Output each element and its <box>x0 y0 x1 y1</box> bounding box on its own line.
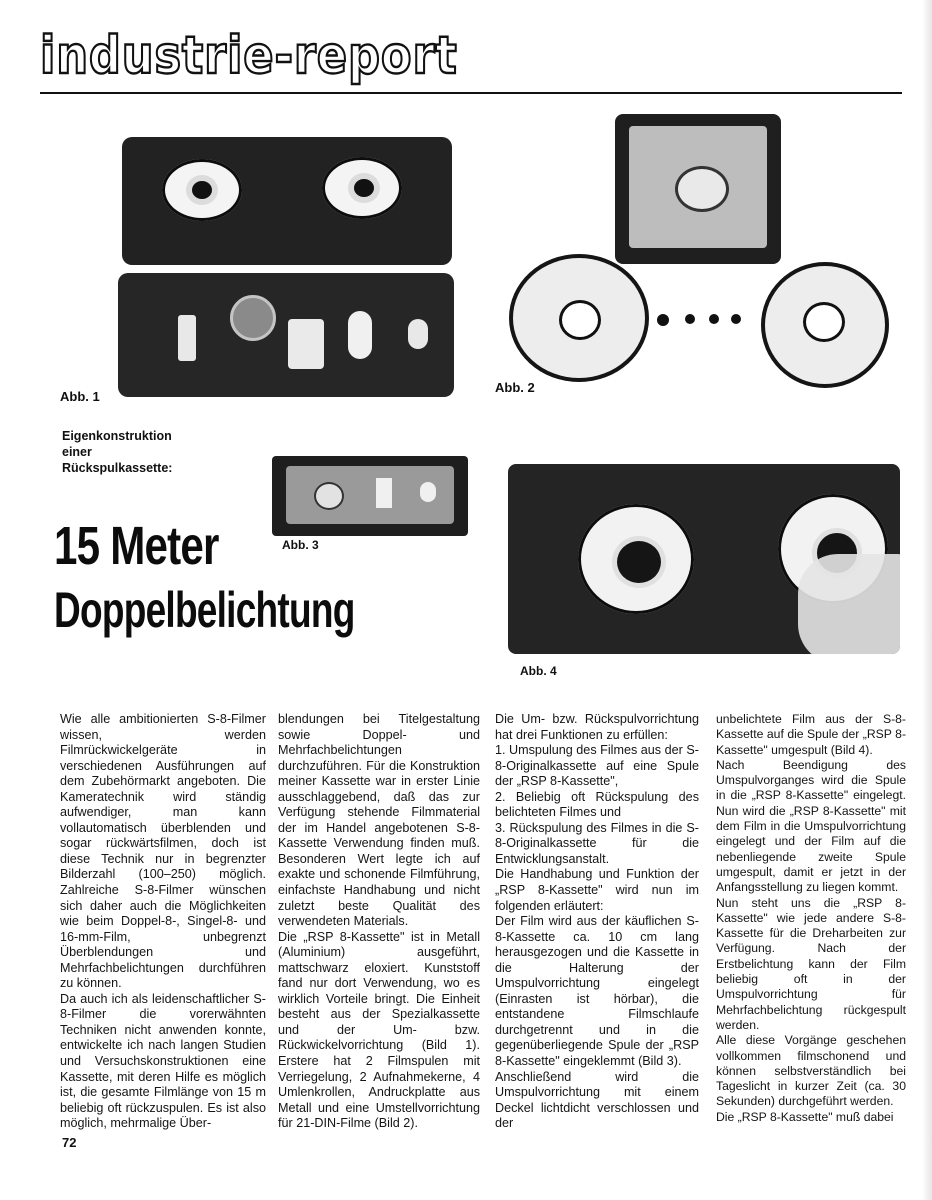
masthead-title: industrie-report <box>40 26 458 86</box>
figure-abb-2 <box>495 104 895 396</box>
paragraph: Alle diese Vorgänge geschehen vollkommen filmschonend und können selbstverständlich bei Tageslicht in kurzer Zeit (ca. 30 Sekunden) durchgeführt werden. <box>716 1033 906 1109</box>
paragraph: Wie alle ambitionierten S-8-Filmer wissen, werden Filmrückwickelgeräte in verschiedenen Ausführungen auf dem Zubehörmarkt angeboten. Die Kameratechnik wird ständig aufwendiger, man kann vollautomatisch überblenden und sogar rückwärtsfilmen, doch ist diese Technik nur in begrenzter Bilderzahl (100–250) möglich. Zahlreiche S-8-Filmer wünschen sich daher auch die Möglichkeiten wie beim Doppel-8-, Singel-8- und 16-mm-Film, unbegrenzt Überblendungen und Mehrfachbelichtungen durchführen zu können. <box>60 712 266 991</box>
paragraph: Nach Beendigung des Umspulvorganges wird die Spule in die „RSP 8-Kassette" eingelegt. Nun wird die „RSP 8-Kassette" mit dem Film in die Umspulvorrichtung eingelegt und der Film auf die nebenliegende zweite Spule umgespult, damit er jetzt in der Anfangsstellung zu liegen kommt. <box>716 757 906 895</box>
paragraph: Die „RSP 8-Kassette" ist in Metall (Aluminium) ausgeführt, mattschwarz eloxiert. Kunststoff fand nur dort Verwendung, wo es wirklich Vorteile bringt. Die Einheit besteht aus der Spezialkassette und der Um- bzw. Rückwickelvorrichtung (Bild 1). Erstere hat 2 Filmspulen mit Verriegelung, 2 Aufnahmekerne, 4 Umlenkrollen, Andruckplatte aus Metall und eine Umstellvorrichtung für 21-DIN-Filme (Bild 2). <box>278 929 480 1131</box>
caption-abb-3: Abb. 3 <box>282 538 319 552</box>
text-column-1 <box>60 712 266 1132</box>
kicker-line: Rückspulkassette: <box>62 461 173 475</box>
paragraph: unbelichtete Film aus der S-8-Kassette auf die Spule der „RSP 8-Kassette" umgespult (Bild 4). <box>716 712 906 757</box>
cassette-open-image <box>118 273 454 397</box>
figure-abb-4 <box>508 464 900 654</box>
hand-image <box>798 554 900 654</box>
figure-abb-1 <box>60 125 450 410</box>
paragraph: Da auch ich als leidenschaftlicher S-8-Filmer die vorerwähnten Techniken nicht anwenden konnte, entwickelte ich nach langen Studien und Versuchskonstruktionen eine Kassette, mit deren Hilfe es möglich ist, die gesamte Filmlänge von 15 m beliebig oft rückzuspulen. Es ist also möglich, mehrmalige Über- <box>60 991 266 1131</box>
page-number: 72 <box>62 1135 77 1150</box>
text-column-3 <box>495 712 699 1132</box>
caption-abb-1: Abb. 1 <box>60 389 100 404</box>
paragraph: 1. Umspulung des Filmes aus der S-8-Originalkassette auf eine Spule der „RSP 8-Kassette", <box>495 743 699 789</box>
page-edge-shadow <box>922 0 932 1200</box>
caption-abb-2: Abb. 2 <box>495 380 535 395</box>
paragraph: Der Film wird aus der käuflichen S-8-Kassette ca. 10 cm lang herausgezogen und die Kassette in die Halterung der Umspulvorrichtung eingelegt (Einrasten ist hörbar), die entstandene Filmschlaufe durchgetrennt und in die gegenüberliegende Spule der „RSP 8-Kassette" eingeklemmt (Bild 3). <box>495 914 699 1069</box>
paragraph: 2. Beliebig oft Rückspulung des belichteten Filmes und <box>495 789 699 820</box>
paragraph: Die „RSP 8-Kassette" muß dabei <box>716 1109 894 1124</box>
paragraph: Anschließend wird die Umspulvorrichtung mit einem Deckel lichtdicht verschlossen und der <box>495 1069 699 1131</box>
headline-line-2: Doppelbelichtung <box>54 582 355 638</box>
figure-abb-3 <box>272 456 468 536</box>
rewinder-box-image <box>122 137 452 265</box>
headline-line-1: 15 Meter <box>54 516 219 576</box>
text-column-4 <box>716 712 906 1125</box>
paragraph: Die Handhabung und Funktion der „RSP 8-Kassette" wird nun im folgenden erläutert: <box>495 867 699 913</box>
paragraph: 3. Rückspulung des Filmes in die S-8-Originalkassette für die Entwicklungsanstalt. <box>495 820 699 866</box>
masthead-rule <box>40 92 902 94</box>
kicker-line: einer <box>62 445 92 459</box>
caption-abb-4: Abb. 4 <box>520 664 557 678</box>
kicker-line: Eigenkonstruktion <box>62 429 172 443</box>
paragraph: Nun steht uns die „RSP 8-Kassette" wie jede andere S-8-Kassette für die Dreharbeiten zur Verfügung. Nach der Erstbelichtung kann der Film beliebig oft in der Umspulvorrichtung für Mehrfachbelichtung rückgespult werden. <box>716 895 906 1032</box>
article-kicker <box>62 428 172 476</box>
paragraph: blendungen bei Titelgestaltung sowie Doppel- und Mehrfachbelichtungen durchzuführen. Für die Konstruktion meiner Kassette war in erster Linie ausschlaggebend, daß das zur Verfügung stehende Filmmaterial der im Handel angebotenen S-8-Kassette Verwendung finden muß. Besonderen Wert legte ich auf exakte und schonende Filmführung, einfachste Handhabung und nicht zuletzt beste Qualität des verwendeten Materials. <box>278 712 480 929</box>
paragraph: Die Um- bzw. Rückspulvorrichtung hat drei Funktionen zu erfüllen: <box>495 712 699 742</box>
cassette-image <box>615 114 781 264</box>
text-column-2 <box>278 712 480 1132</box>
